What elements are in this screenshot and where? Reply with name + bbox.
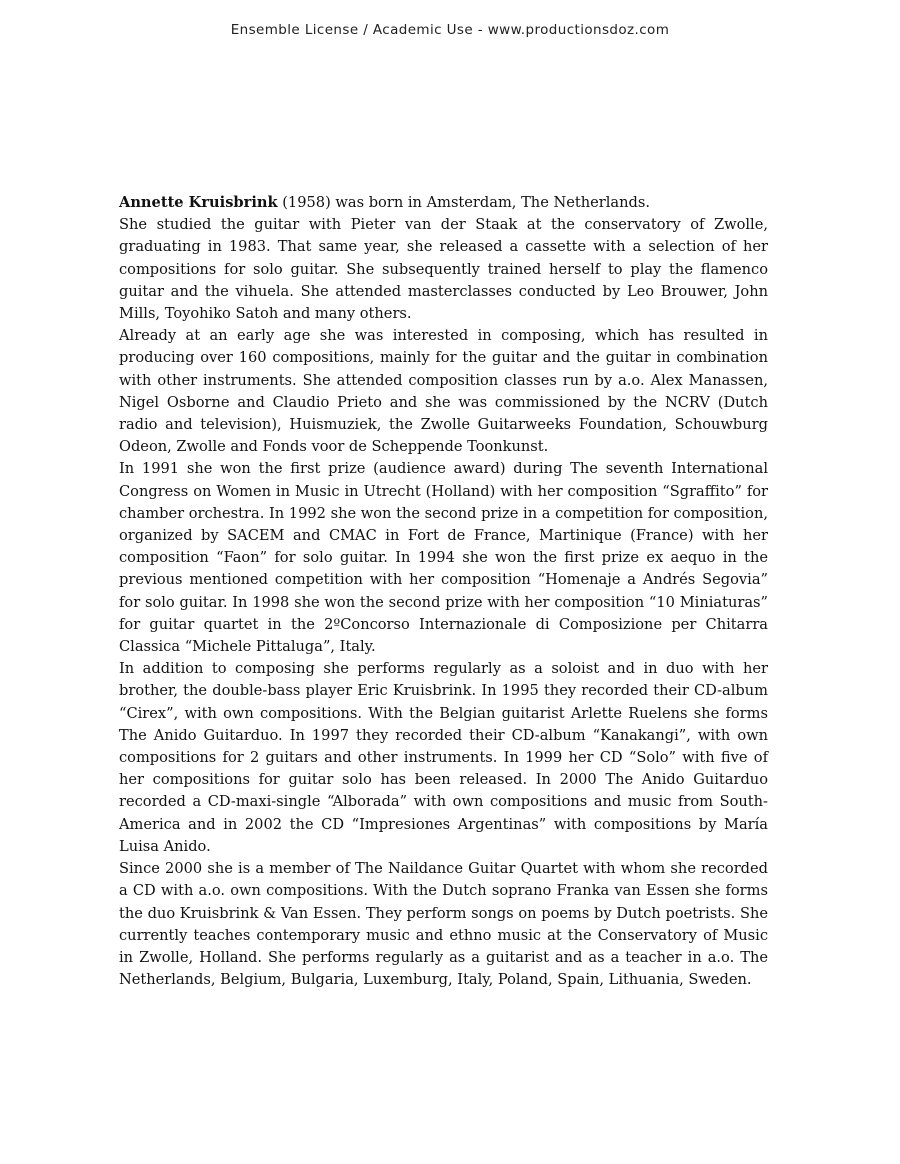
bio-paragraph-studies: She studied the guitar with Pieter van der Staak at the conservatory of Zwolle, graduating in 1983. That same year, she released a cassette with a selection of her compositions for solo guitar. She subsequently trained herself to play the flamenco guitar and the vihuela. She attended masterclasses conducted by Leo Brouwer, John Mills, Toyohiko Satoh and many others. <box>119 216 768 323</box>
bio-paragraph-prizes: In 1991 she won the first prize (audience award) during The seventh International Congress on Women in Music in Utrecht (Holland) with her composition “Sgraffito” for chamber orchestra. In 1992 she won the second prize in a competition for composition, organized by SACEM and CMAC in Fort de France, Martinique (France) with her composition “Faon” for solo guitar. In 1994 she won the first prize ex aequo in the previous mentioned competition with her composition “Homenaje a Andrés Segovia” for solo guitar. In 1998 she won the second prize with her composition “10 Miniaturas” for guitar quartet in the 2ºConcorso Internazionale di Composizione per Chitarra Classica “Michele Pittaluga”, Italy. <box>119 460 768 656</box>
bio-paragraph-performing: In addition to composing she performs regularly as a soloist and in duo with her brother, the double-bass player Eric Kruisbrink. In 1995 they recorded their CD-album “Cirex”, with own compositions. With the Belgian guitarist Arlette Ruelens she forms The Anido Guitarduo. In 1997 they recorded their CD-album “Kanakangi”, with own compositions for 2 guitars and other instruments. In 1999 her CD “Solo” with five of her compositions for guitar solo has been released. In 2000 The Anido Guitarduo recorded a CD-maxi-single “Alborada” with own compositions and music from South-America and in 2002 the CD “Impresiones Argentinas” with compositions by María Luisa Anido. <box>119 660 768 855</box>
composer-name: Annette Kruisbrink <box>119 194 278 211</box>
biography <box>119 192 768 991</box>
bio-intro-text: (1958) was born in Amsterdam, The Netherlands. <box>277 194 650 211</box>
license-header: Ensemble License / Academic Use - www.productionsdoz.com <box>230 22 670 38</box>
bio-intro <box>119 192 768 214</box>
bio-paragraph-current: Since 2000 she is a member of The Naildance Guitar Quartet with whom she recorded a CD with a.o. own compositions. With the Dutch soprano Franka van Essen she forms the duo Kruisbrink & Van Essen. They perform songs on poems by Dutch poetrists. She currently teaches contemporary music and ethno music at the Conservatory of Music in Zwolle, Holland. She performs regularly as a guitarist and as a teacher in a.o. The Netherlands, Belgium, Bulgaria, Luxemburg, Italy, Poland, Spain, Lithuania, Sweden. <box>119 860 768 989</box>
bio-paragraph-composing: Already at an early age she was interested in composing, which has resulted in producing over 160 compositions, mainly for the guitar and the guitar in combination with other instruments. She attended composition classes run by a.o. Alex Manassen, Nigel Osborne and Claudio Prieto and she was commissioned by the NCRV (Dutch radio and television), Huismuziek, the Zwolle Guitarweeks Foundation, Schouwburg Odeon, Zwolle and Fonds voor de Scheppende Toonkunst. <box>119 327 768 456</box>
